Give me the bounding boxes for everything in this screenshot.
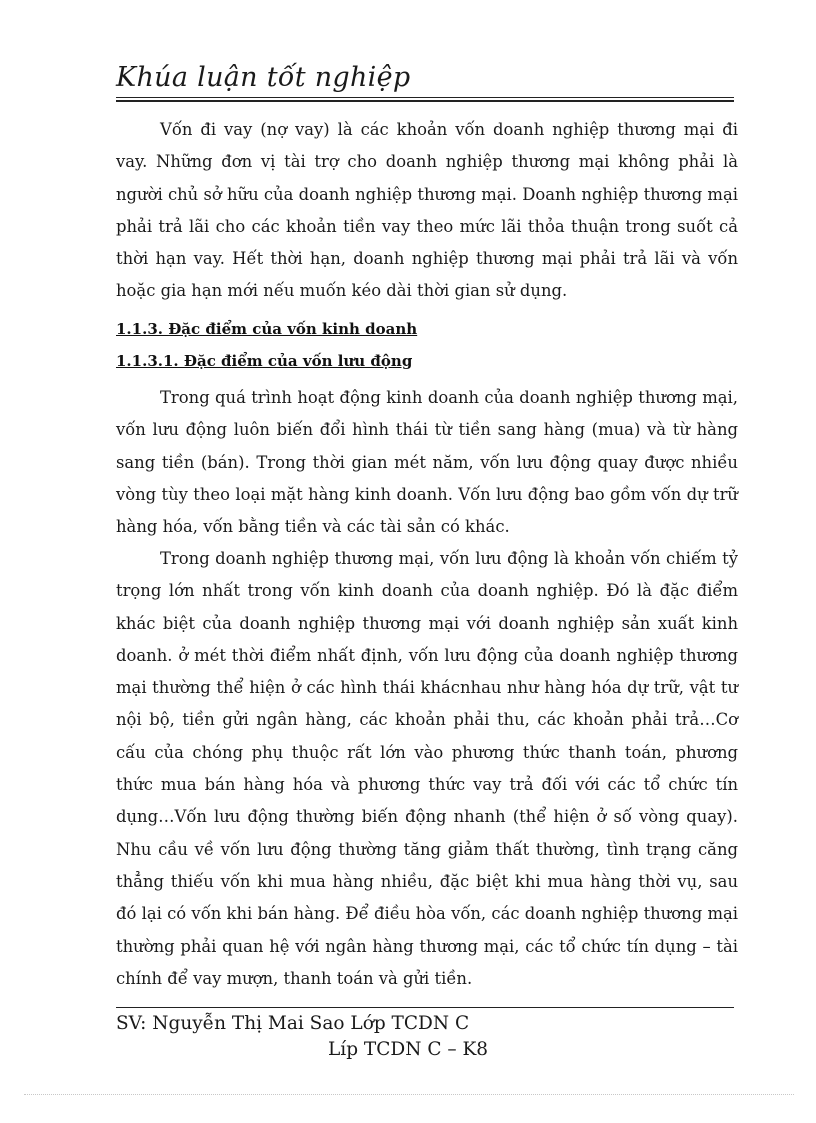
section-heading-1-1-3-1: 1.1.3.1. Đặc điểm của vốn lưu động: [116, 352, 413, 370]
footer-student-info: SV: Nguyễn Thị Mai Sao Lớp TCDN C: [116, 1013, 470, 1034]
header-rule-thin: [116, 97, 734, 98]
footer-rule: [116, 1007, 734, 1008]
footer-class-info: Líp TCDN C – K8: [328, 1039, 489, 1060]
page-header-title: Khúa luận tốt nghiệp: [116, 62, 411, 93]
paragraph-text: Vốn đi vay (nợ vay) là các khoản vốn doanh nghiệp thương mại đi vay. Những đơn vị tài trợ cho doanh nghiệp thương mại không phải là người chủ sở hữu của doanh nghiệp thương mại. Doanh nghiệp thương mại phải trả lãi cho các khoản tiền vay theo mức lãi thỏa thuận trong suốt cả thời hạn vay. Hết thời hạn, doanh nghiệp thương mại phải trả lãi và vốn hoặc gia hạn mới nếu muốn kéo dài thời gian sử dụng.: [116, 120, 738, 301]
page-bottom-dotted-border: [24, 1094, 794, 1095]
header-rule-thick: [116, 100, 734, 102]
section-heading-1-1-3: 1.1.3. Đặc điểm của vốn kinh doanh: [116, 320, 418, 338]
paragraph-text: Trong doanh nghiệp thương mại, vốn lưu động là khoản vốn chiếm tỷ trọng lớn nhất trong vốn kinh doanh của doanh nghiệp. Đó là đặc điểm khác biệt của doanh nghiệp thương mại với doanh nghiệp sản xuất kinh doanh. ở mét thời điểm nhất định, vốn lưu động của doanh nghiệp thương mại thường thể hiện ở các hình thái khácnhau như hàng hóa dự trữ, vật tư nội bộ, tiền gửi ngân hàng, các khoản phải thu, các khoản phải trả…Cơ cấu của chóng phụ thuộc rất lớn vào phương thức thanh toán, phương thức mua bán hàng hóa và phương thức vay trả đối với các tổ chức tín dụng…Vốn lưu động thường biến động nhanh (thể hiện ở số vòng quay). Nhu cầu về vốn lưu động thường tăng giảm thất thường, tình trạng căng thẳng thiếu vốn khi mua hàng nhiều, đặc biệt khi mua hàng thời vụ, sau đó lại có vốn khi bán hàng. Để điều hòa vốn, các doanh nghiệp thương mại thường phải quan hệ với ngân hàng thương mại, các tổ chức tín dụng – tài chính để vay mượn, thanh toán và gửi tiền.: [116, 549, 738, 988]
paragraph-text: Trong quá trình hoạt động kinh doanh của doanh nghiệp thương mại, vốn lưu động luôn biến đổi hình thái từ tiền sang hàng (mua) và từ hàng sang tiền (bán). Trong thời gian mét năm, vốn lưu động quay được nhiều vòng tùy theo loại mặt hàng kinh doanh. Vốn lưu động bao gồm vốn dự trữ hàng hóa, vốn bằng tiền và các tài sản có khác.: [116, 388, 738, 537]
body-paragraph-3: [116, 543, 738, 995]
body-paragraph-1: [116, 114, 738, 308]
body-paragraph-2: [116, 382, 738, 543]
